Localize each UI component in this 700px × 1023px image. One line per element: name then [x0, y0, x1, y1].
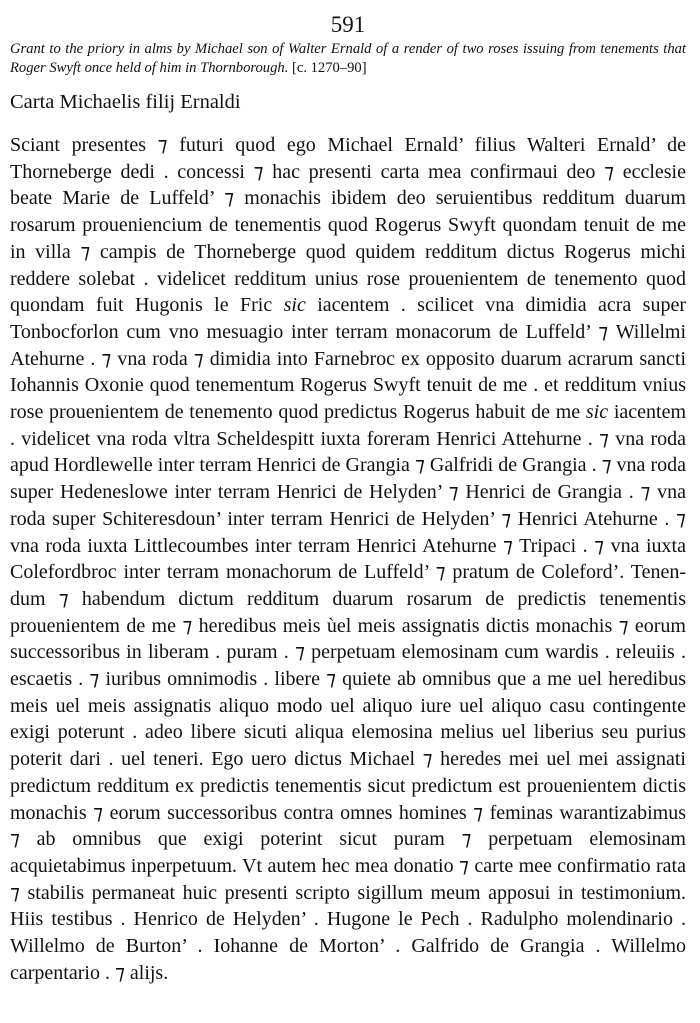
- charter-body-part-2: iacentem . scilicet vna dimidia acra super Tonbocforlon cum vno mesuagio inter terram monacorum de Luffeld’ ⁊ Willelmi Atehurne . ⁊ vna roda ⁊ dimidia into Farnebroc ex opposito duarum acrarum sancti Iohannis Oxonie quod tenementum Rogerus Swyft tenuit de me . et redditum vnius rose prouenientem de tenemento quod predictus Rogerus habuit de me: [10, 294, 686, 424]
- sic-annotation-2: sic: [585, 401, 609, 424]
- charter-body: [10, 132, 686, 987]
- charter-body-part-3: iacentem . videlicet vna roda vltra Scheldespitt iuxta foreram Henrici Attehurne . ⁊ vna roda apud Hordlewelle inter terram Henrici de Grangia ⁊ Galfridi de Grangia . ⁊ vna roda super Hedeneslowe inter terram Henrici de Helyden’ ⁊ Henrici de Grangia . ⁊ vna roda super Schiteresdoun’ inter terram Henrici de Helyden’ ⁊ Henrici Atehurne . ⁊ vna roda iuxta Littlecoumbes inter terram Henrici Atehurne ⁊ Tripaci . ⁊ vna iuxta Colefordbroc inter terram monachorum de Luffeld’ ⁊ pratum de Coleford’. Tenendum ⁊ habendum dictum redditum duarum rosarum de predictis tenementis prouenientem de me ⁊ heredibus meis ùel meis assignatis dictis monachis ⁊ eorum successoribus in liberam . puram . ⁊ perpetuam elemosinam cum wardis . releuiis . escaetis . ⁊ iuribus omnimodis . libere ⁊ quiete ab omnibus que a me uel heredibus meis uel meis assignatis aliquo modo uel aliquo iure uel aliquo casu contingente exigi poterunt . adeo libere sicuti aliqua elemosina melius uel liberius seu purius poterit dari . uel teneri. Ego uero dictus Michael ⁊ heredes mei uel mei assignati predictum redditum ex predictis tenementis sicut predictum est prouenientem dictis monachis ⁊ eorum successoribus contra omnes homines ⁊ feminas warantizabimus ⁊ ab omnibus que exigi poterint sicut puram ⁊ perpetuam elemosinam acquietabimus inperpetuum. Vt autem hec mea donatio ⁊ carte mee confirmatio rata ⁊ stabilis permaneat huic presenti scripto sigillum meum apposui in testimonium. Hiis testibus . Henrico de Helyden’ . Hugone le Pech . Radulpho molendinario . Willelmo de Burton’ . Iohanne de Morton’ . Galfrido de Grangia . Willelmo carpentario . ⁊ alijs.: [10, 401, 687, 984]
- charter-title: Carta Michaelis filij Ernaldi: [10, 91, 241, 113]
- charter-date: [c. 1270–90]: [292, 60, 367, 76]
- page-number: 591: [330, 12, 366, 37]
- sic-annotation-1: sic: [283, 294, 306, 317]
- charter-summary: [10, 40, 686, 78]
- charter-body-part-1: Sciant presentes ⁊ futuri quod ego Michael Ernald’ filius Walteri Ernald’ de Thorneberge dedi . concessi ⁊ hac presenti carta mea confirmaui deo ⁊ ecclesie beate Marie de Luffeld’ ⁊ monachis ibidem deo seruientibus redditum duarum rosarum proueniencium de tenementis quod Rogerus Swyft quondam tenuit de me in villa ⁊ campis de Thorneberge quod quidem redditum dictus Rogerus michi reddere solebat . videlicet redditum unius rose prouenientem de tenemento quod quondam fuit Hugonis le Fric: [10, 134, 686, 317]
- summary-text: Grant to the priory in alms by Michael son of Walter Ernald of a render of two roses issuing from tenements that Roger Swyft once held of him in Thornborough.: [10, 41, 686, 76]
